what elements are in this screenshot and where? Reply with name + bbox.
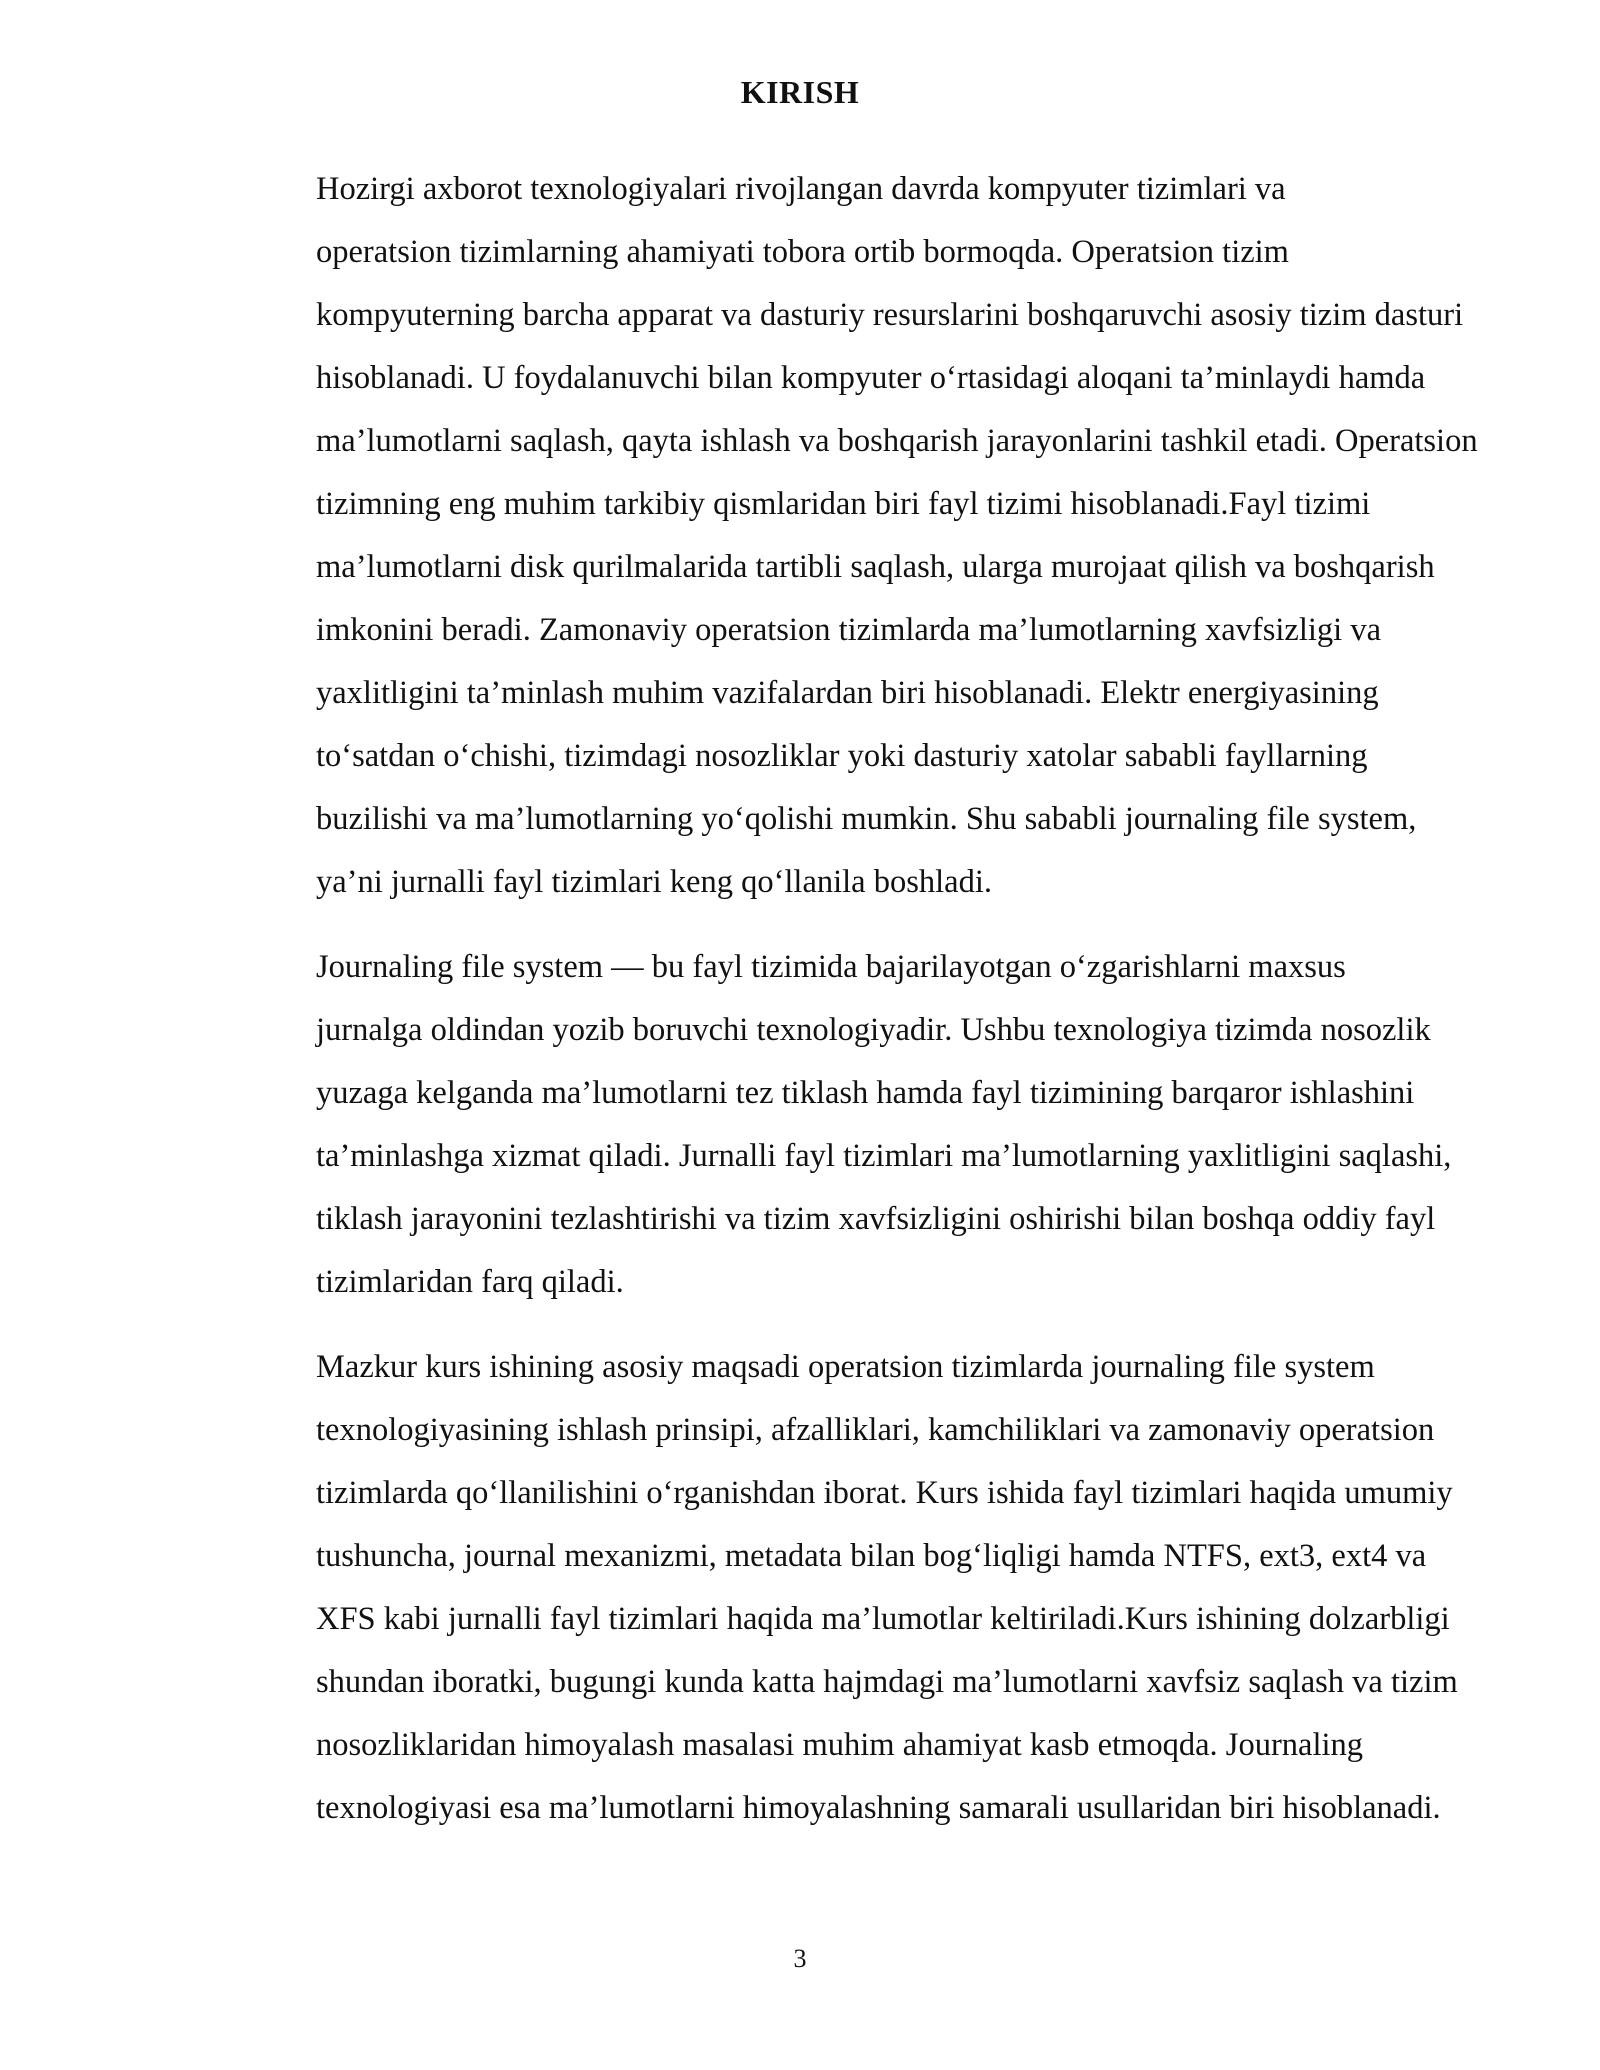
text-line: Journaling file system — bu fayl tizimida bajarilayotgan o‘zgarishlarni maxsus bbox=[316, 949, 1346, 985]
text-line: Mazkur kurs ishining asosiy maqsadi operatsion tizimlarda journaling file system bbox=[316, 1349, 1375, 1385]
paragraph-3 bbox=[221, 1336, 1541, 1840]
page-title: KIRISH bbox=[740, 74, 860, 110]
text-line: tiklash jarayonini tezlashtirishi va tizim xavfsizligini oshirishi bilan boshqa oddiy fayl bbox=[316, 1201, 1436, 1237]
text-line: ma’lumotlarni saqlash, qayta ishlash va boshqarish jarayonlarini tashkil etadi. Operatsion bbox=[316, 423, 1478, 459]
paragraph-1 bbox=[221, 158, 1541, 914]
text-line: to‘satdan o‘chishi, tizimdagi nosozliklar yoki dasturiy xatolar sababli fayllarning bbox=[316, 738, 1368, 774]
text-line: imkonini beradi. Zamonaviy operatsion tizimlarda ma’lumotlarning xavfsizligi va bbox=[316, 612, 1381, 648]
text-line: tizimning eng muhim tarkibiy qismlaridan biri fayl tizimi hisoblanadi.Fayl tizimi bbox=[316, 486, 1371, 522]
text-line: tizimlaridan farq qiladi. bbox=[316, 1264, 624, 1300]
document-body bbox=[221, 158, 1541, 1840]
text-line: nosozliklaridan himoyalash masalasi muhim ahamiyat kasb etmoqda. Journaling bbox=[316, 1727, 1363, 1763]
text-line: ta’minlashga xizmat qiladi. Jurnalli fayl tizimlari ma’lumotlarning yaxlitligini saqlashi, bbox=[316, 1138, 1452, 1174]
page-number: 3 bbox=[793, 1944, 807, 1973]
text-line: texnologiyasi esa ma’lumotlarni himoyalashning samarali usullaridan biri hisoblanadi. bbox=[316, 1790, 1441, 1826]
text-line: shundan iboratki, bugungi kunda katta hajmdagi ma’lumotlarni xavfsiz saqlash va tizim bbox=[316, 1664, 1458, 1700]
text-line: Hozirgi axborot texnologiyalari rivojlangan davrda kompyuter tizimlari va bbox=[316, 171, 1286, 207]
text-line: kompyuterning barcha apparat va dasturiy resurslarini boshqaruvchi asosiy tizim dasturi bbox=[316, 297, 1464, 333]
paragraph-2 bbox=[221, 936, 1541, 1314]
text-line: tushuncha, journal mexanizmi, metadata bilan bog‘liqligi hamda NTFS, ext3, ext4 va bbox=[316, 1538, 1427, 1574]
text-line: ya’ni jurnalli fayl tizimlari keng qo‘llanila boshladi. bbox=[316, 864, 992, 900]
text-line: buzilishi va ma’lumotlarning yo‘qolishi mumkin. Shu sababli journaling file system, bbox=[316, 801, 1417, 837]
text-line: yaxlitligini ta’minlash muhim vazifalardan biri hisoblanadi. Elektr energiyasining bbox=[316, 675, 1379, 711]
text-line: XFS kabi jurnalli fayl tizimlari haqida ma’lumotlar keltiriladi.Kurs ishining dolzarbligi bbox=[316, 1601, 1450, 1637]
text-line: ma’lumotlarni disk qurilmalarida tartibli saqlash, ularga murojaat qilish va boshqarish bbox=[316, 549, 1435, 585]
text-line: hisoblanadi. U foydalanuvchi bilan kompyuter o‘rtasidagi aloqani ta’minlaydi hamda bbox=[316, 360, 1426, 396]
text-line: jurnalga oldindan yozib boruvchi texnologiyadir. Ushbu texnologiya tizimda nosozlik bbox=[316, 1012, 1431, 1048]
text-line: texnologiyasining ishlash prinsipi, afzalliklari, kamchiliklari va zamonaviy operatsion bbox=[316, 1412, 1435, 1448]
text-line: tizimlarda qo‘llanilishini o‘rganishdan iborat. Kurs ishida fayl tizimlari haqida umumiy bbox=[316, 1475, 1453, 1511]
text-line: yuzaga kelganda ma’lumotlarni tez tiklash hamda fayl tizimining barqaror ishlashini bbox=[316, 1075, 1415, 1111]
text-line: operatsion tizimlarning ahamiyati tobora ortib bormoqda. Operatsion tizim bbox=[316, 234, 1289, 270]
